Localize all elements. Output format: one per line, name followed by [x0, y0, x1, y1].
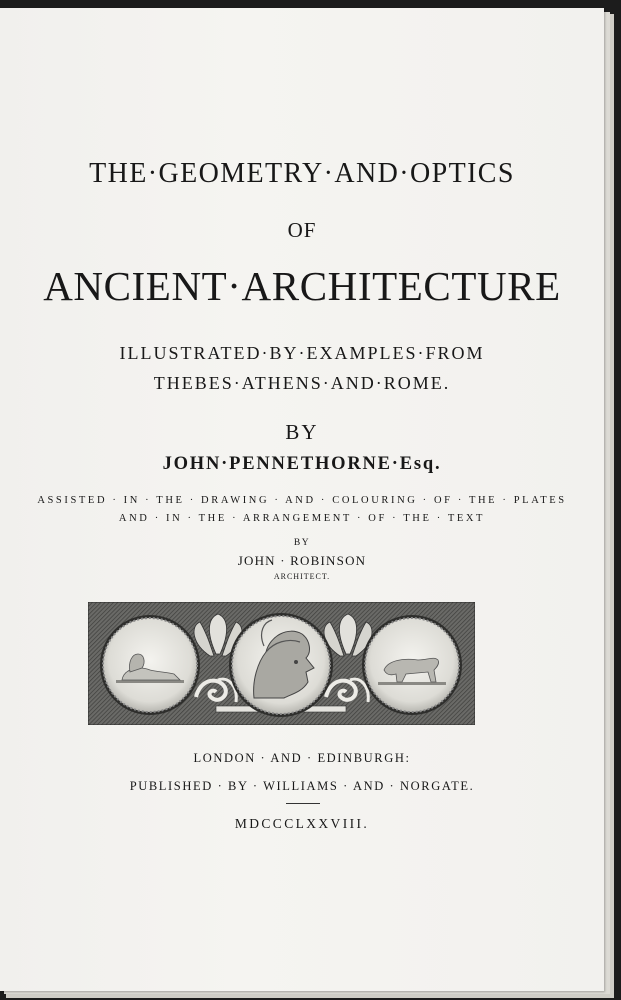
assistant-role: ARCHITECT. — [273, 572, 331, 581]
assisted-line-1: ASSISTED · IN · THE · DRAWING · AND · COLOURING · OF · THE · PLATES — [37, 495, 567, 506]
title-line-3: ANCIENT·ARCHITECTURE — [43, 263, 561, 309]
author-name: JOHN·PENNETHORNE·Esq. — [162, 454, 442, 474]
subtitle-line-1: ILLUSTRATED·BY·EXAMPLES·FROM — [119, 343, 485, 363]
subtitle-line-2: THEBES·ATHENS·AND·ROME. — [153, 373, 451, 393]
imprint-divider — [286, 803, 320, 804]
title-line-1: THE·GEOMETRY·AND·OPTICS — [89, 158, 515, 189]
title-line-2: OF — [287, 218, 317, 242]
engraved-vignette — [88, 602, 475, 725]
sphinx-medallion — [100, 615, 200, 715]
imprint-place: LONDON · AND · EDINBURGH: — [193, 751, 411, 765]
by-label: BY — [285, 420, 319, 444]
imprint-publisher: PUBLISHED · BY · WILLIAMS · AND · NORGATE. — [129, 779, 475, 793]
assisted-line-2: AND · IN · THE · ARRANGEMENT · OF · THE · TEXT — [118, 513, 486, 524]
imprint-year: MDCCCLXXVIII. — [234, 816, 370, 831]
athena-head-medallion — [229, 613, 333, 717]
assistant-name: JOHN · ROBINSON — [237, 553, 367, 568]
by-small-label: BY — [293, 538, 311, 548]
lioness-medallion — [362, 615, 462, 715]
title-page — [0, 8, 604, 991]
